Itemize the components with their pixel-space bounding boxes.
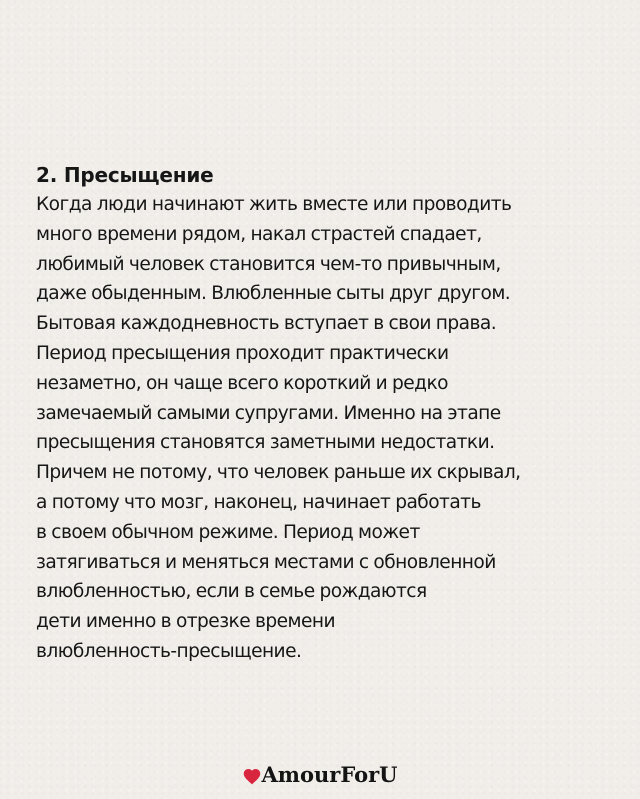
brand-logo	[0, 762, 640, 791]
body-line: в своем обычном режиме. Период может	[36, 521, 420, 543]
article	[36, 160, 616, 667]
body-line: Когда люди начинают жить вместе или проводить	[36, 194, 512, 215]
heart-icon	[243, 765, 261, 791]
section-heading: 2. Пресыщение	[36, 163, 214, 187]
body-line: а потому что мозг, наконец, начинает работать	[36, 491, 481, 513]
body-line: пресыщения становятся заметными недостатки.	[36, 432, 495, 454]
body-line: много времени рядом, накал страстей спадает,	[36, 223, 482, 245]
body-line: влюбленностью, если в семье рождаются	[36, 581, 427, 603]
body-line: замечаемый самыми супругами. Именно на этапе	[36, 402, 501, 424]
brand-name: AmourForU	[261, 762, 398, 787]
body-line: Период пресыщения проходит практически	[36, 342, 449, 364]
body-line: Причем не потому, что человек раньше их скрывал,	[36, 462, 521, 484]
body-line: Бытовая каждодневность вступает в свои права.	[36, 313, 497, 335]
body-line: дети именно в отрезке времени	[36, 611, 336, 633]
body-line: влюбленность-пресыщение.	[36, 640, 302, 662]
body-line: любимый человек становится чем-то привычным,	[36, 253, 501, 275]
body-line: затягиваться и меняться местами с обновленной	[36, 551, 496, 573]
body-paragraph	[36, 190, 616, 667]
body-line: даже обыденным. Влюбленные сыты друг другом.	[36, 283, 511, 305]
body-line: незаметно, он чаще всего короткий и редко	[36, 372, 448, 394]
